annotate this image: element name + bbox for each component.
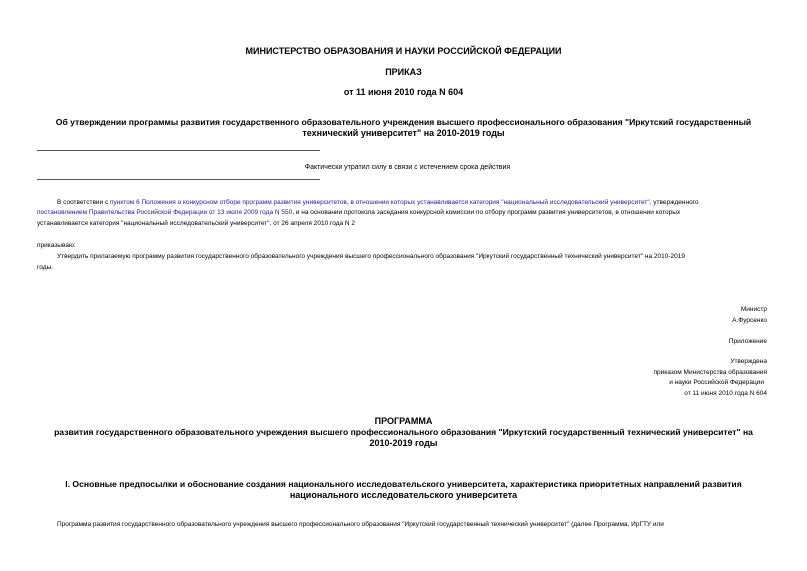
doc-type: ПРИКАЗ	[385, 67, 422, 77]
signature-name: А.Фурсенко	[732, 317, 767, 324]
resolution-link[interactable]: постановлением Правительства Российской Федерации от 13 июля 2009 года N 550	[37, 209, 293, 216]
doc-title-line1: Об утверждении программы развития государственного образовательного учреждения высшего профессионального образования "Иркутский государственный	[55, 117, 752, 127]
separator-bottom	[37, 179, 320, 180]
program-subtitle-line1: развития государственного образовательного учреждения высшего профессионального образования "Иркутский государственный технический университет" на	[54, 427, 753, 437]
preamble-line2	[37, 207, 782, 218]
appendix-by-order: приказом Министерства образования	[653, 369, 767, 376]
section1-title-line2: национального исследовательского университета	[289, 490, 518, 500]
appendix-label: Приложение	[728, 338, 767, 345]
regulation-link[interactable]: пунктом 6 Положения о конкурсном отборе программ развития университетов, в отношении которых устанавливается категория "национальный исследовательский университет"	[110, 199, 650, 206]
approve-text: Утвердить прилагаемую программу развития государственного образовательного учреждения высшего профессионального образования "Иркутский государственный технический университет" на 2010-2019	[57, 253, 686, 260]
appendix-approved: Утверждена	[730, 358, 767, 365]
approve-tail: годы.	[37, 264, 53, 271]
doc-date-number: от 11 июня 2010 года N 604	[343, 87, 464, 97]
signature-position: Министр	[740, 306, 767, 313]
status-note: Фактически утратил силу в связи с истечением срока действия	[304, 164, 511, 171]
ministry-heading: МИНИСТЕРСТВО ОБРАЗОВАНИЯ И НАУКИ РОССИЙСКОЙ ФЕДЕРАЦИИ	[245, 46, 562, 56]
preamble-suffix: , и на основании протокола заседания конкурсной комиссии по отбору программ развития университетов, в отношении которых	[292, 209, 681, 216]
order-word: приказываю:	[37, 242, 76, 249]
preamble-line3: устанавливается категория "национальный исследовательский университет", от 26 апреля 2010 года N 2	[37, 220, 356, 227]
program-subtitle-line2: 2010-2019 годы	[369, 438, 438, 448]
doc-title-line2: технический университет" на 2010-2019 годы	[302, 128, 505, 138]
section1-title-line1: I. Основные предпосылки и обоснование создания национального исследовательского университета, характеристика приоритетных направлений развития	[65, 479, 742, 489]
appendix-ministry: и науки Российской Федерации	[669, 379, 764, 386]
preamble-mid: , утвержденного	[649, 199, 699, 206]
preamble-prefix: В соответствии с	[57, 199, 111, 206]
program-heading: ПРОГРАММА	[374, 416, 433, 426]
separator-top	[37, 150, 320, 151]
section1-body-start: Программа развития государственного образовательного учреждения высшего профессионального образования "Иркутский государственный технический университет" (далее Программа, ИрГТУ или	[57, 521, 664, 528]
appendix-date: от 11 июня 2010 года N 604	[684, 390, 767, 397]
